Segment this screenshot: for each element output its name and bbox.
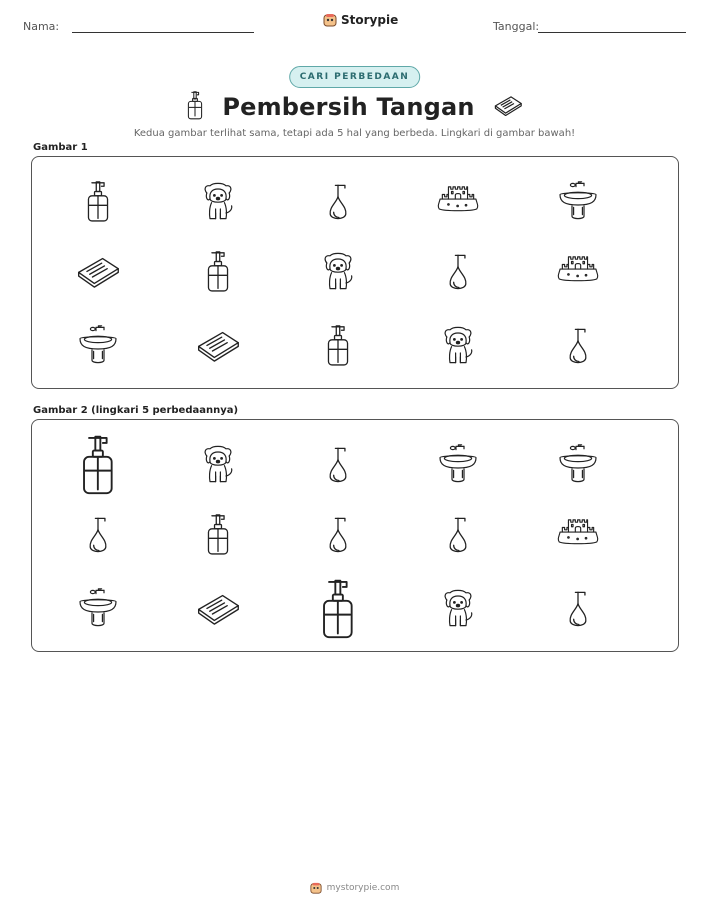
page-title: Pembersih Tangan	[222, 93, 475, 121]
footer	[0, 882, 709, 894]
drop-icon[interactable]	[565, 586, 591, 630]
soap-pump-icon[interactable]	[85, 178, 111, 224]
brand-name: Storypie	[341, 13, 399, 27]
soap-bar-icon[interactable]	[195, 591, 241, 625]
soap-pump-icon	[186, 90, 204, 124]
activity-badge: CARI PERBEDAAN	[289, 66, 421, 88]
name-field[interactable]	[72, 32, 254, 33]
dog-icon[interactable]	[438, 586, 478, 630]
castle-icon[interactable]	[557, 252, 599, 290]
drop-icon[interactable]	[85, 512, 111, 556]
soap-pump-icon[interactable]	[79, 431, 117, 498]
castle-icon[interactable]	[557, 515, 599, 553]
drop-icon[interactable]	[325, 512, 351, 556]
soap-pump-icon[interactable]	[205, 248, 231, 294]
footer-url: mystorypie.com	[326, 883, 400, 893]
picture-1-panel	[31, 156, 679, 389]
soap-pump-icon[interactable]	[319, 575, 357, 642]
drop-icon[interactable]	[565, 323, 591, 367]
soap-bar-icon	[493, 94, 523, 120]
dog-icon[interactable]	[198, 179, 238, 223]
drop-icon[interactable]	[445, 249, 471, 293]
date-field[interactable]	[538, 32, 686, 33]
drop-icon[interactable]	[325, 179, 351, 223]
sink-icon[interactable]	[435, 444, 481, 484]
sink-icon[interactable]	[75, 325, 121, 365]
soap-pump-icon[interactable]	[205, 511, 231, 557]
name-label: Nama:	[23, 20, 60, 33]
soap-bar-icon[interactable]	[75, 254, 121, 288]
storypie-icon	[323, 13, 337, 27]
picture-2-panel	[31, 419, 679, 652]
date-label: Tanggal:	[493, 20, 540, 33]
storypie-icon	[310, 882, 322, 894]
sink-icon[interactable]	[555, 181, 601, 221]
instructions: Kedua gambar terlihat sama, tetapi ada 5 hal yang berbeda. Lingkari di gambar bawah!	[133, 128, 576, 139]
sink-icon[interactable]	[75, 588, 121, 628]
picture-2-label: Gambar 2 (lingkari 5 perbedaannya)	[33, 405, 239, 416]
dog-icon[interactable]	[438, 323, 478, 367]
drop-icon[interactable]	[445, 512, 471, 556]
castle-icon[interactable]	[437, 182, 479, 220]
picture-1-label: Gambar 1	[33, 142, 88, 153]
sink-icon[interactable]	[555, 444, 601, 484]
drop-icon[interactable]	[325, 442, 351, 486]
dog-icon[interactable]	[198, 442, 238, 486]
brand-logo	[323, 13, 398, 27]
dog-icon[interactable]	[318, 249, 358, 293]
soap-bar-icon[interactable]	[195, 328, 241, 362]
soap-pump-icon[interactable]	[325, 322, 351, 368]
